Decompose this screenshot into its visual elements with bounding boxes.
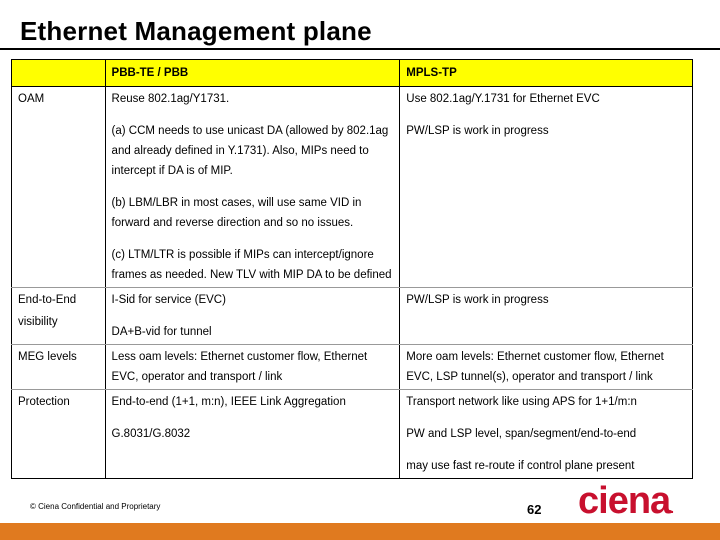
pbb-cell — [105, 288, 400, 345]
header-cell-empty — [12, 60, 106, 87]
cell-paragraph: (b) LBM/LBR in most cases, will use same VID in forward and reverse direction and so no issues. — [111, 197, 362, 229]
row-label: visibility — [18, 316, 58, 328]
row-label: MEG levels — [18, 351, 77, 363]
mpls-cell — [400, 390, 693, 479]
page-title: Ethernet Management plane — [20, 16, 372, 46]
table-row-oam — [12, 87, 693, 288]
header-cell-pbb: PBB-TE / PBB — [105, 60, 400, 87]
row-label: Protection — [18, 396, 70, 408]
cell-paragraph: Use 802.1ag/Y.1731 for Ethernet EVC — [406, 93, 600, 105]
row-label-cell — [12, 288, 106, 345]
cell-paragraph: may use fast re-route if control plane present — [406, 460, 635, 472]
cell-paragraph: G.8031/G.8032 — [111, 428, 191, 440]
row-label-cell — [12, 345, 106, 390]
comparison-table — [11, 59, 693, 479]
row-label-cell — [12, 390, 106, 479]
logo-wordmark: ciena — [578, 480, 671, 522]
cell-paragraph: Transport network like using APS for 1+1/m:n — [406, 396, 637, 408]
cell-paragraph: PW/LSP is work in progress — [406, 294, 549, 306]
cell-paragraph: Less oam levels: Ethernet customer flow, Ethernet EVC, operator and transport / link — [111, 351, 368, 383]
row-label-cell — [12, 87, 106, 288]
cell-paragraph: (a) CCM needs to use unicast DA (allowed by 802.1ag and already defined in Y.1731). Also, MIPs need to intercept if DA is of MIP. — [111, 125, 389, 177]
cell-paragraph: PW/LSP is work in progress — [406, 125, 549, 137]
table-header-row — [12, 60, 693, 87]
mpls-cell — [400, 87, 693, 288]
cell-paragraph: End-to-end (1+1, m:n), IEEE Link Aggregation — [111, 396, 346, 408]
pbb-cell — [105, 345, 400, 390]
cell-paragraph: (c) LTM/LTR is possible if MIPs can intercept/ignore frames as needed. New TLV with MIP DA to be defined — [111, 249, 392, 281]
ciena-logo — [578, 480, 673, 523]
pbb-cell — [105, 87, 400, 288]
mpls-cell — [400, 345, 693, 390]
row-label: End-to-End — [18, 294, 77, 306]
table-row-meg-levels — [12, 345, 693, 390]
mpls-cell — [400, 288, 693, 345]
bottom-accent-bar — [0, 523, 720, 540]
cell-paragraph: PW and LSP level, span/segment/end-to-end — [406, 428, 637, 440]
table-row-protection — [12, 390, 693, 479]
title-underline — [0, 48, 720, 50]
row-label: OAM — [18, 93, 45, 105]
cell-paragraph: Reuse 802.1ag/Y1731. — [111, 93, 230, 105]
cell-paragraph: I-Sid for service (EVC) — [111, 294, 226, 306]
page-number: 62 — [527, 502, 542, 517]
header-cell-mpls: MPLS-TP — [400, 60, 693, 87]
logo-dot: . — [670, 500, 674, 516]
confidentiality-note: © Ciena Confidential and Proprietary — [30, 502, 161, 511]
cell-paragraph: More oam levels: Ethernet customer flow, Ethernet EVC, LSP tunnel(s), operator and transport / link — [406, 351, 664, 383]
table-row-visibility — [12, 288, 693, 345]
cell-paragraph: DA+B-vid for tunnel — [111, 326, 212, 338]
pbb-cell — [105, 390, 400, 479]
